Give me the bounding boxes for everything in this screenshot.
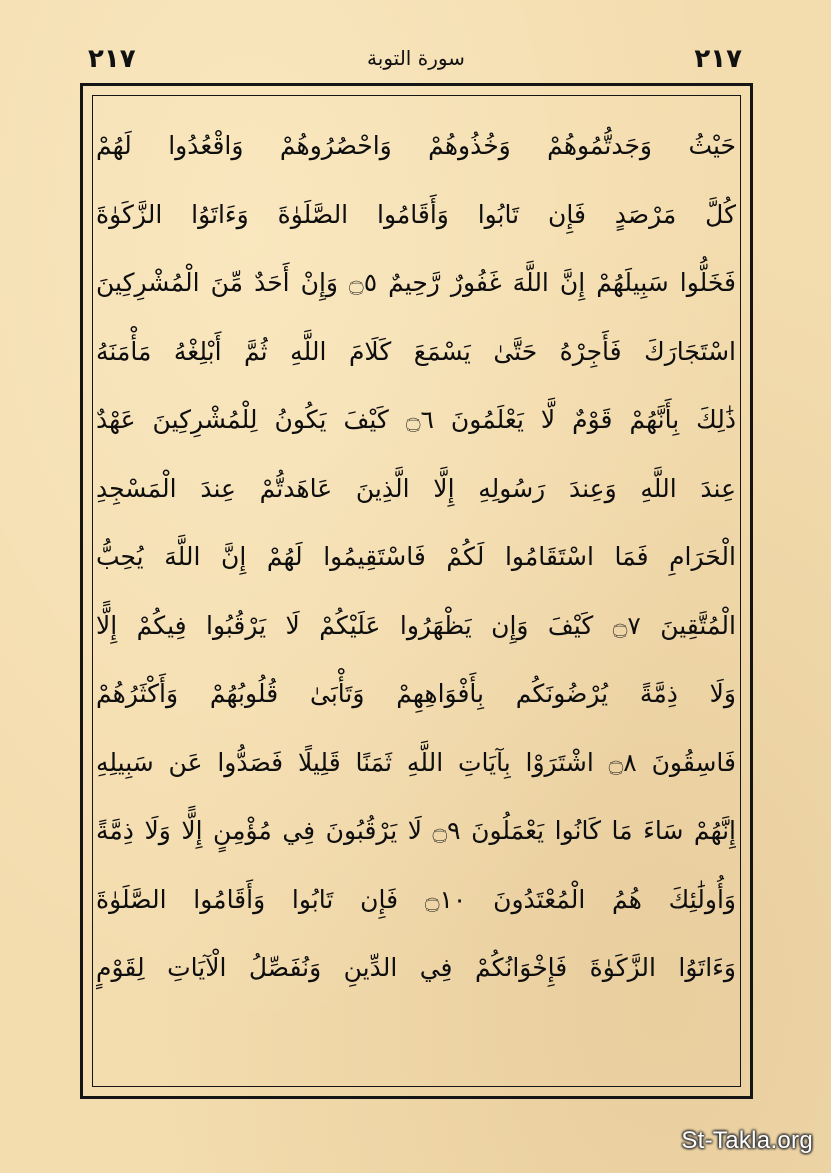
text-line: كُلَّ مَرْصَدٍ فَإِن تَابُوا وَأَقَامُوا الصَّلَوٰةَ وَءَاتَوُا الزَّكَوٰةَ [96, 199, 736, 229]
text-line: وَأُولَٰئِكَ هُمُ الْمُعْتَدُونَ ۝١٠ فَإِن تَابُوا وَأَقَامُوا الصَّلَوٰةَ [96, 884, 736, 914]
watermark-text: St-Takla.org [681, 1127, 813, 1154]
text-line: الْحَرَامِ فَمَا اسْتَقَامُوا لَكُمْ فَاسْتَقِيمُوا لَهُمْ إِنَّ اللَّهَ يُحِبُّ [96, 542, 736, 571]
text-line: اسْتَجَارَكَ فَأَجِرْهُ حَتَّىٰ يَسْمَعَ كَلَامَ اللَّهِ ثُمَّ أَبْلِغْهُ مَأْمَنَهُ [96, 336, 736, 366]
text-line: وَلَا ذِمَّةً يُرْضُونَكُم بِأَفْوَاهِهِمْ وَتَأْبَىٰ قُلُوبُهُمْ وَأَكْثَرُهُمْ [96, 679, 736, 708]
text-line: الْمُتَّقِينَ ۝٧ كَيْفَ وَإِن يَظْهَرُوا عَلَيْكُمْ لَا يَرْقُبُوا فِيكُمْ إِلًّا [96, 610, 736, 640]
text-line: إِنَّهُمْ سَاءَ مَا كَانُوا يَعْمَلُونَ ۝٩ لَا يَرْقُبُونَ فِي مُؤْمِنٍ إِلًّا وَلَا ذِمَّةً [96, 816, 736, 845]
page-number-maghrebi: ٢١٧ [694, 44, 742, 74]
page-header [80, 38, 752, 82]
text-line: فَخَلُّوا سَبِيلَهُمْ إِنَّ اللَّهَ غَفُورٌ رَّحِيمٌ ۝٥ وَإِنْ أَحَدٌ مِّنَ الْمُشْرِكِينَ [96, 268, 736, 297]
text-line: عِندَ اللَّهِ وَعِندَ رَسُولِهِ إِلَّا الَّذِينَ عَاهَدتُّمْ عِندَ الْمَسْجِدِ [96, 473, 736, 503]
page-number-arabic: ٢١٧ [88, 44, 136, 74]
surah-title: سورة التوبة [367, 46, 465, 70]
text-line: وَءَاتَوُا الزَّكَوٰةَ فَإِخْوَانُكُمْ فِي الدِّينِ وَنُفَصِّلُ الْآيَاتِ لِقَوْمٍ [96, 953, 736, 982]
text-line: ذَٰلِكَ بِأَنَّهُمْ قَوْمٌ لَّا يَعْلَمُونَ ۝٦ كَيْفَ يَكُونُ لِلْمُشْرِكِينَ عَهْدٌ [96, 405, 736, 434]
text-line: حَيْثُ وَجَدتُّمُوهُمْ وَخُذُوهُمْ وَاحْصُرُوهُمْ وَاقْعُدُوا لَهُمْ [96, 131, 736, 160]
quran-text-block [96, 112, 736, 1072]
text-line: فَاسِقُونَ ۝٨ اشْتَرَوْا بِآيَاتِ اللَّهِ ثَمَنًا قَلِيلًا فَصَدُّوا عَن سَبِيلِهِ [96, 747, 736, 777]
